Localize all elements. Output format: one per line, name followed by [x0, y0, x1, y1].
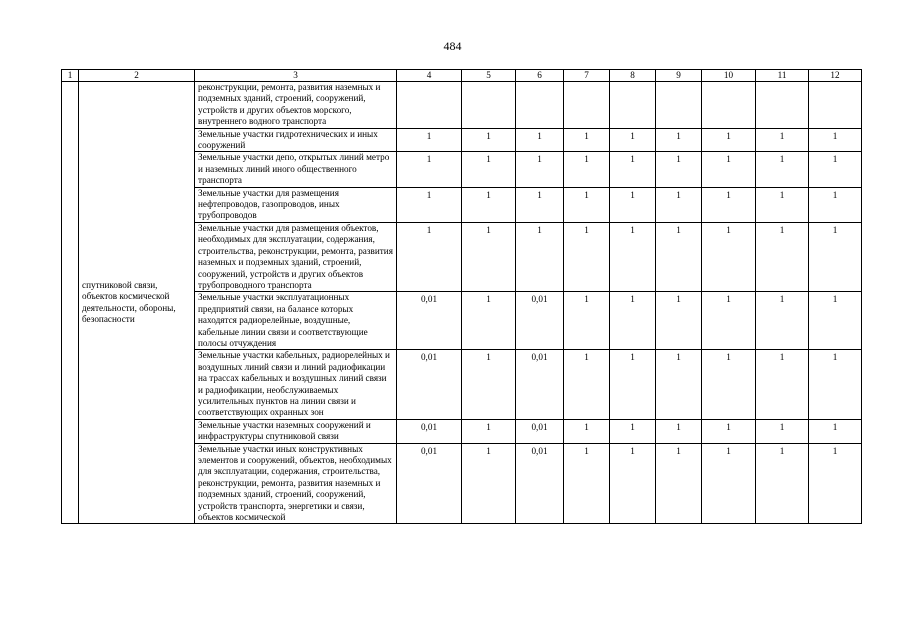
header-cell: 6 — [516, 70, 564, 82]
coefficient-cell: 1 — [397, 222, 462, 291]
coefficient-cell: 1 — [656, 152, 702, 187]
coefficient-cell — [656, 82, 702, 129]
coefficient-cell: 1 — [462, 419, 516, 443]
coefficient-cell: 0,01 — [397, 443, 462, 524]
coefficient-cell: 0,01 — [516, 350, 564, 419]
coefficient-cell: 0,01 — [516, 292, 564, 350]
table-row — [62, 82, 862, 129]
coefficient-cell: 1 — [656, 419, 702, 443]
coefficient-cell: 1 — [656, 350, 702, 419]
coefficient-cell: 1 — [756, 152, 809, 187]
coefficient-cell: 1 — [564, 187, 610, 222]
coefficient-cell: 1 — [610, 187, 656, 222]
coefficient-cell — [516, 82, 564, 129]
coefficient-cell: 0,01 — [516, 419, 564, 443]
coefficient-cell: 1 — [809, 350, 862, 419]
coefficient-cell: 1 — [516, 152, 564, 187]
header-cell: 8 — [610, 70, 656, 82]
coefficient-cell: 1 — [656, 128, 702, 152]
coefficient-cell: 0,01 — [397, 350, 462, 419]
coefficient-cell: 1 — [610, 443, 656, 524]
coefficient-cell: 1 — [462, 152, 516, 187]
coefficient-cell: 1 — [462, 443, 516, 524]
land-plot-description: Земельные участки иных конструктивных элементов и сооружений, объектов, необходимых для эксплуатации, содержания, строительства, реконструкции, ремонта, развития наземных и подземных зданий, строений, сооружений, устройств транспорта, энергетики и связи, объектов космической — [195, 443, 397, 524]
header-cell: 9 — [656, 70, 702, 82]
coefficient-cell: 1 — [756, 419, 809, 443]
land-plot-description: Земельные участки депо, открытых линий метро и наземных линий иного общественного транспорта — [195, 152, 397, 187]
page-number: 484 — [443, 39, 462, 53]
coefficient-cell: 1 — [809, 419, 862, 443]
coefficient-cell: 1 — [809, 222, 862, 291]
coefficient-cell: 1 — [610, 350, 656, 419]
coefficient-cell: 1 — [809, 152, 862, 187]
coefficient-cell: 1 — [756, 350, 809, 419]
coefficient-cell: 1 — [397, 152, 462, 187]
coefficient-cell: 1 — [702, 152, 756, 187]
coefficient-cell — [809, 82, 862, 129]
land-plot-description: Земельные участки эксплуатационных предприятий связи, на балансе которых находятся радиорелейные, воздушные, кабельные линии связи и соответствующие полосы отчуждения — [195, 292, 397, 350]
coefficient-cell: 1 — [656, 187, 702, 222]
coefficient-cell: 1 — [516, 128, 564, 152]
land-plot-description: Земельные участки для размещения нефтепроводов, газопроводов, иных трубопроводов — [195, 187, 397, 222]
coefficient-cell: 0,01 — [516, 443, 564, 524]
coefficient-cell: 1 — [610, 292, 656, 350]
coefficient-cell: 1 — [397, 128, 462, 152]
header-cell: 12 — [809, 70, 862, 82]
coefficient-cell: 1 — [656, 222, 702, 291]
coefficient-cell: 1 — [702, 292, 756, 350]
category-cell — [79, 82, 195, 524]
header-cell: 5 — [462, 70, 516, 82]
coefficient-cell: 1 — [564, 443, 610, 524]
coefficient-cell: 1 — [516, 187, 564, 222]
coefficient-cell: 1 — [702, 222, 756, 291]
coefficient-cell: 1 — [564, 222, 610, 291]
coefficient-cell: 1 — [516, 222, 564, 291]
coefficient-cell: 1 — [809, 292, 862, 350]
coefficient-cell — [756, 82, 809, 129]
coefficient-cell — [397, 82, 462, 129]
land-plot-description: реконструкции, ремонта, развития наземных и подземных зданий, строений, сооружений, устройств и других объектов морского, внутреннего водного транспорта — [195, 82, 397, 129]
coefficient-cell: 1 — [462, 292, 516, 350]
coefficient-cell: 1 — [809, 443, 862, 524]
col1-cell — [62, 82, 79, 524]
coefficient-cell: 1 — [756, 128, 809, 152]
header-cell: 3 — [195, 70, 397, 82]
coefficient-cell: 1 — [564, 128, 610, 152]
coefficient-cell: 1 — [462, 128, 516, 152]
coefficients-table — [61, 69, 862, 524]
header-cell: 10 — [702, 70, 756, 82]
coefficient-cell: 1 — [756, 222, 809, 291]
coefficient-cell: 1 — [564, 292, 610, 350]
header-cell: 4 — [397, 70, 462, 82]
coefficient-cell: 1 — [809, 187, 862, 222]
coefficient-cell: 1 — [809, 128, 862, 152]
coefficient-cell: 1 — [702, 128, 756, 152]
land-plot-description: Земельные участки кабельных, радиорелейных и воздушных линий связи и линий радиофикации на трассах кабельных и воздушных линий связи и радиофикации, необслуживаемых усилительных пунктов на линии связи и соответствующих охранных зон — [195, 350, 397, 419]
land-plot-description: Земельные участки наземных сооружений и инфраструктуры спутниковой связи — [195, 419, 397, 443]
header-cell: 2 — [79, 70, 195, 82]
coefficient-cell: 1 — [656, 292, 702, 350]
coefficient-cell: 1 — [702, 419, 756, 443]
coefficient-cell: 1 — [610, 222, 656, 291]
coefficient-cell: 1 — [756, 292, 809, 350]
coefficient-cell: 1 — [702, 187, 756, 222]
coefficient-cell: 0,01 — [397, 419, 462, 443]
header-cell: 11 — [756, 70, 809, 82]
coefficient-cell: 1 — [756, 187, 809, 222]
coefficient-cell — [610, 82, 656, 129]
coefficient-cell: 0,01 — [397, 292, 462, 350]
coefficient-cell: 1 — [397, 187, 462, 222]
coefficient-cell: 1 — [702, 443, 756, 524]
coefficient-cell: 1 — [656, 443, 702, 524]
coefficient-cell: 1 — [702, 350, 756, 419]
coefficient-cell: 1 — [564, 152, 610, 187]
coefficient-cell: 1 — [610, 152, 656, 187]
header-cell: 7 — [564, 70, 610, 82]
coefficient-cell: 1 — [462, 350, 516, 419]
coefficient-cell — [462, 82, 516, 129]
land-plot-description: Земельные участки гидротехнических и иных сооружений — [195, 128, 397, 152]
coefficient-cell — [702, 82, 756, 129]
coefficient-cell — [564, 82, 610, 129]
coefficient-cell: 1 — [462, 187, 516, 222]
coefficient-cell: 1 — [756, 443, 809, 524]
header-cell: 1 — [62, 70, 79, 82]
category-label: спутниковой связи, объектов космической деятельности, обороны, безопасности — [82, 279, 176, 325]
coefficient-cell: 1 — [564, 419, 610, 443]
land-plot-description: Земельные участки для размещения объектов, необходимых для эксплуатации, содержания, строительства, реконструкции, ремонта, развития наземных и подземных зданий, строений, сооружений, устройств и других объектов трубопроводного транспорта — [195, 222, 397, 291]
coefficient-cell: 1 — [564, 350, 610, 419]
coefficient-cell: 1 — [610, 419, 656, 443]
coefficient-cell: 1 — [462, 222, 516, 291]
header-row — [62, 70, 862, 82]
coefficient-cell: 1 — [610, 128, 656, 152]
